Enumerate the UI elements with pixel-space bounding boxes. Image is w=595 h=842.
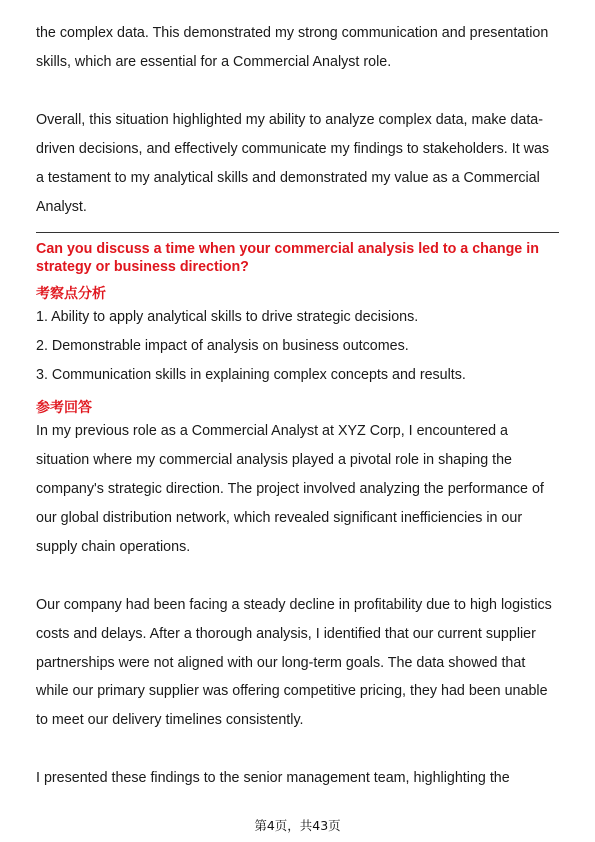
paragraph-gap [36, 735, 559, 764]
intro-paragraph-2: Overall, this situation highlighted my ability to analyze complex data, make data-driven decisions, and effectively communicate my findings to stakeholders. It was a testament to my analytical skills and demonstrated my value as a Commercial Analyst. [36, 111, 550, 215]
answer-paragraph-3: I presented these findings to the senior management team, highlighting the [36, 770, 510, 787]
list-item: 1. Ability to apply analytical skills to drive strategic decisions. [36, 309, 419, 326]
section-divider [36, 232, 559, 233]
list-item: 3. Communication skills in explaining complex concepts and results. [36, 367, 466, 384]
document-page [36, 19, 559, 793]
answer-paragraph-1: In my previous role as a Commercial Analyst at XYZ Corp, I encountered a situation where my commercial analysis played a pivotal role in shaping the company's strategic direction. The project involved analyzing the performance of our global distribution network, which revealed significant inefficiencies in our supply chain operations. [36, 423, 544, 555]
intro-paragraph-1: the complex data. This demonstrated my strong communication and presentation skills, which are essential for a Commercial Analyst role. [36, 25, 549, 70]
paragraph-gap [36, 77, 559, 106]
answer-paragraph-2: Our company had been facing a steady decline in profitability due to high logistics costs and delays. After a thorough analysis, I identified that our current supplier partnerships were not aligned with our long-term goals. The data showed that while our primary supplier was offering competitive pricing, they had been unable to meet our delivery timelines consistently. [36, 596, 552, 729]
answer-heading: 参考回答 [36, 400, 92, 417]
page-number-footer: 第4页，共43页 [254, 818, 341, 833]
points-list [36, 303, 559, 390]
paragraph-gap [36, 562, 559, 591]
question-heading: Can you discuss a time when your commercial analysis led to a change in strategy or business direction? [36, 241, 539, 275]
list-item: 2. Demonstrable impact of analysis on business outcomes. [36, 338, 409, 355]
points-heading: 考察点分析 [36, 286, 106, 303]
